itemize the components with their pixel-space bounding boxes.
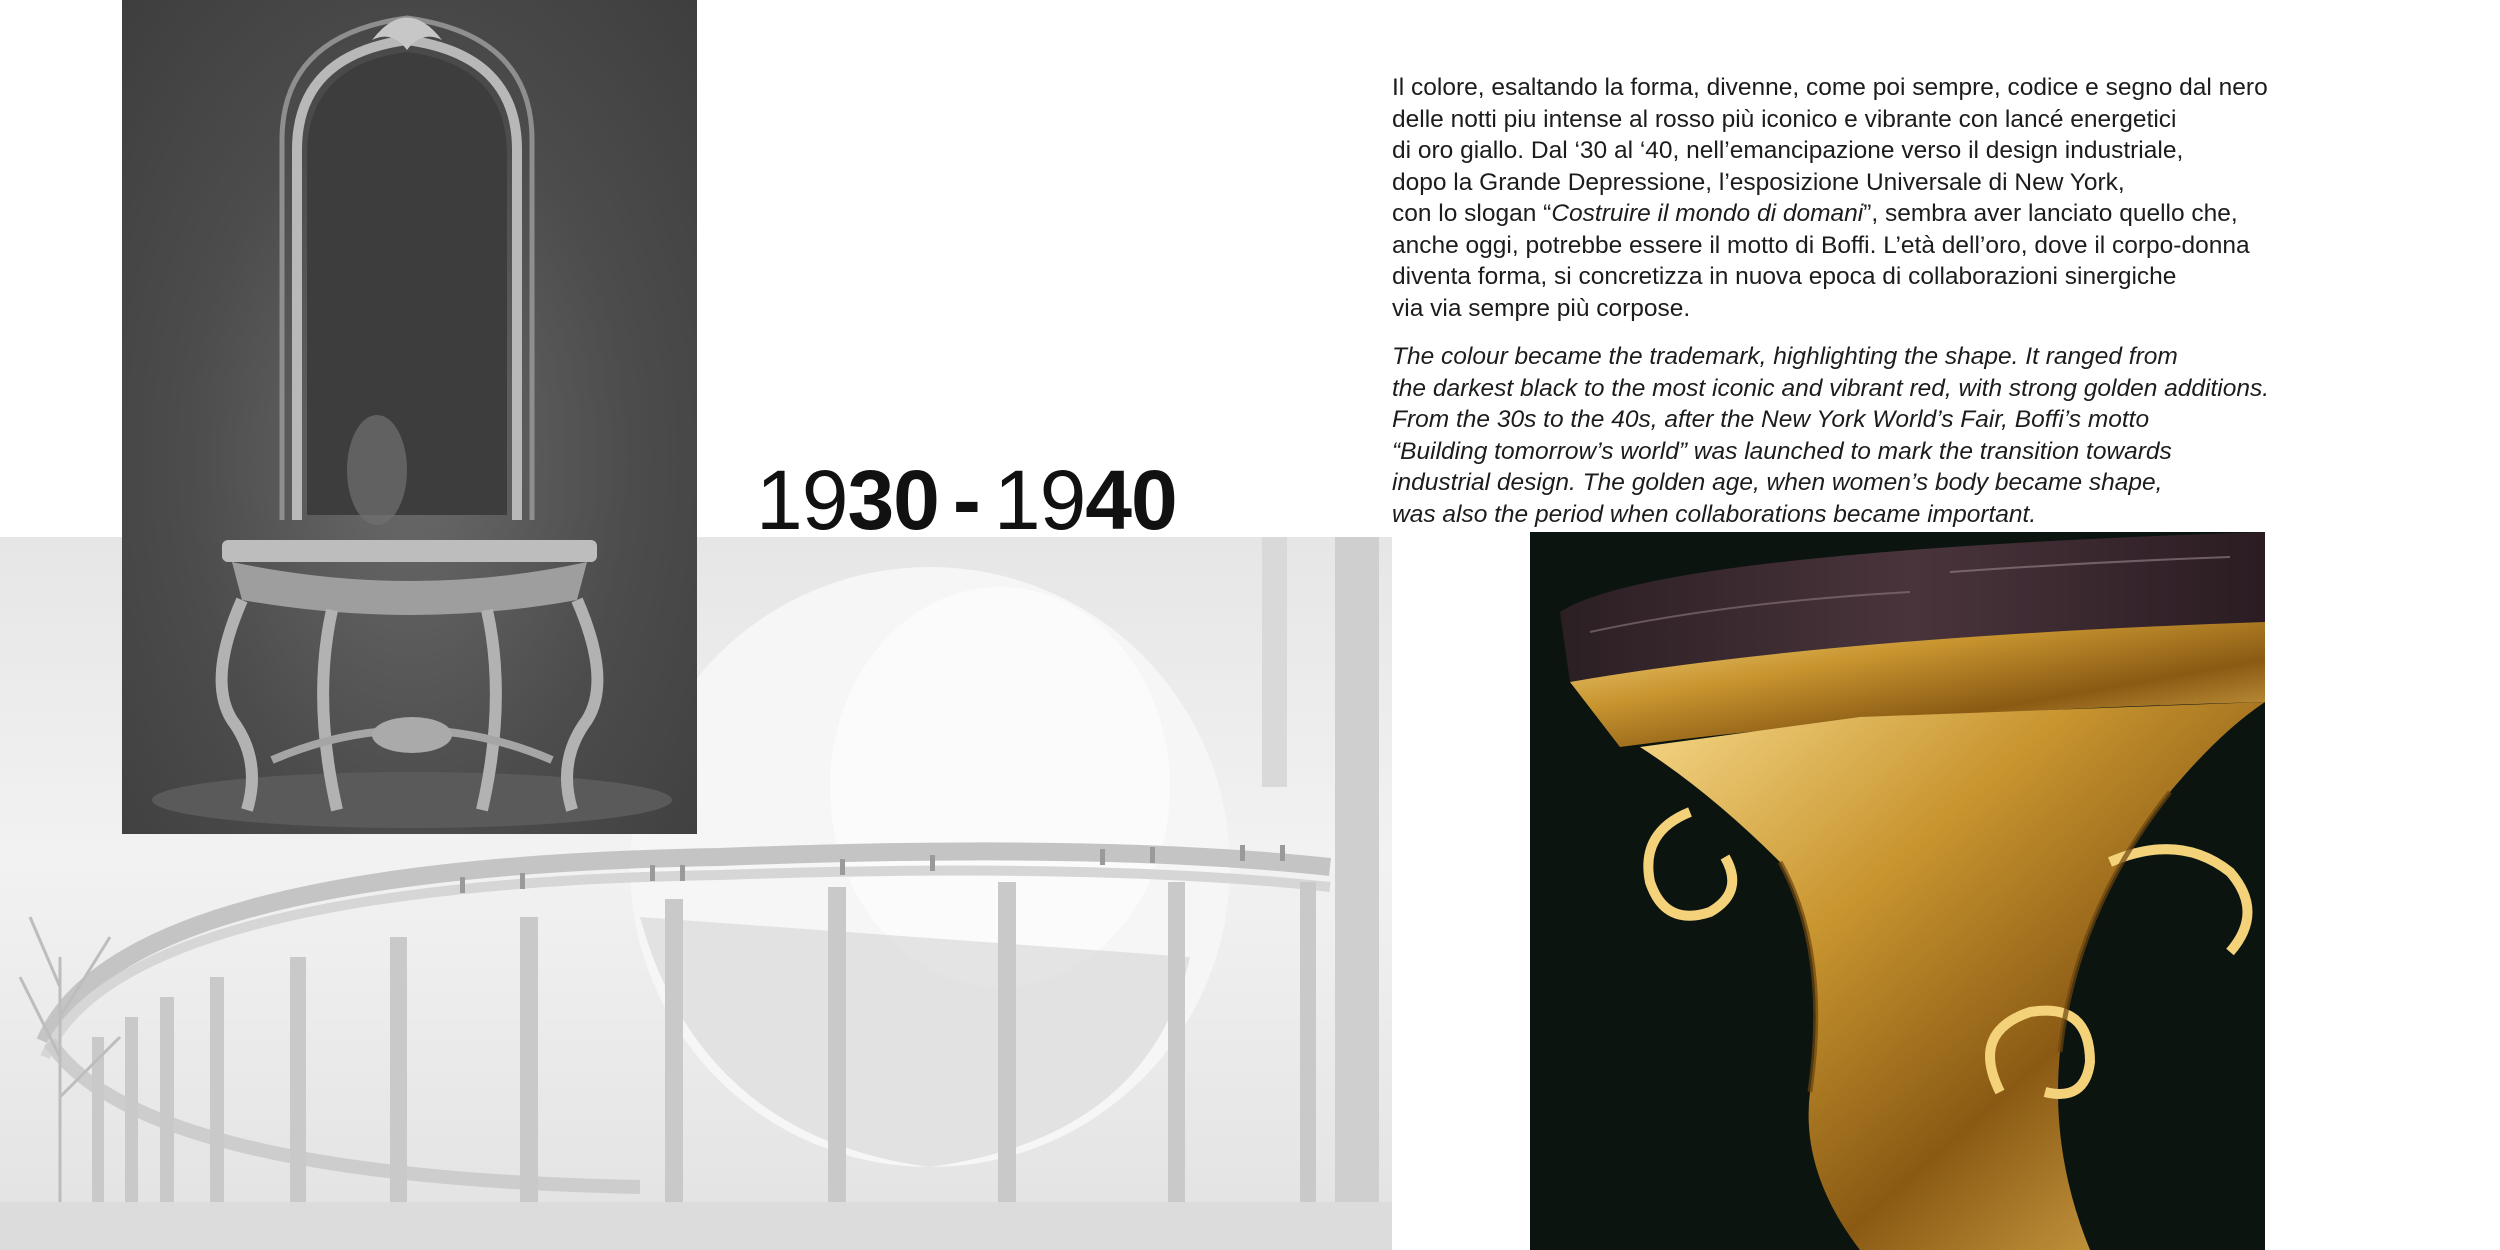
italian-line: dopo la Grande Depressione, l’esposizione Universale di New York, — [1392, 168, 2125, 196]
title-year-end-light: 19 — [993, 453, 1086, 547]
decade-title — [756, 453, 1177, 547]
italian-line-slogan — [1392, 198, 2268, 230]
title-year-start-light: 19 — [756, 453, 848, 547]
slogan-italic: Costruire il mondo di domani — [1551, 200, 1864, 227]
italian-line: di oro giallo. Dal ‘30 al ‘40, nell’emancipazione verso il design industriale, — [1392, 137, 2184, 164]
italian-line: diventa forma, si concretizza in nuova epoca di collaborazioni sinergiche — [1392, 263, 2177, 290]
italian-paragraph — [1392, 72, 2268, 324]
title-year-start-bold: 30 — [847, 453, 939, 547]
slogan-post: ”, sembra aver lanciato quello che, — [1863, 200, 2238, 227]
english-line: “Building tomorrow’s world” was launched to mark the transition towards — [1392, 437, 2172, 465]
english-line: was also the period when collaborations became important. — [1392, 500, 2037, 528]
english-line: The colour became the trademark, highlighting the shape. It ranged from — [1392, 343, 2178, 370]
title-year-end-bold: 40 — [1085, 453, 1177, 547]
italian-line: via via sempre più corpose. — [1392, 294, 1691, 322]
english-paragraph — [1392, 341, 2269, 530]
italian-line: delle notti piu intense al rosso più iconico e vibrante con lancé energetici — [1392, 105, 2177, 133]
mirror-console-photo — [122, 0, 697, 834]
slogan-pre: con lo slogan “ — [1392, 200, 1552, 227]
title-separator: - — [952, 453, 980, 547]
italian-line: anche oggi, potrebbe essere il motto di Boffi. L’età dell’oro, dove il corpo-donna — [1392, 231, 2250, 259]
english-line: industrial design. The golden age, when women’s body became shape, — [1392, 469, 2163, 496]
gilded-console-detail-photo — [1530, 532, 2265, 1250]
english-line: the darkest black to the most iconic and vibrant red, with strong golden additions. — [1392, 374, 2270, 402]
italian-line: Il colore, esaltando la forma, divenne, come poi sempre, codice e segno dal nero — [1392, 74, 2268, 101]
english-line: From the 30s to the 40s, after the New York World’s Fair, Boffi’s motto — [1392, 406, 2150, 433]
